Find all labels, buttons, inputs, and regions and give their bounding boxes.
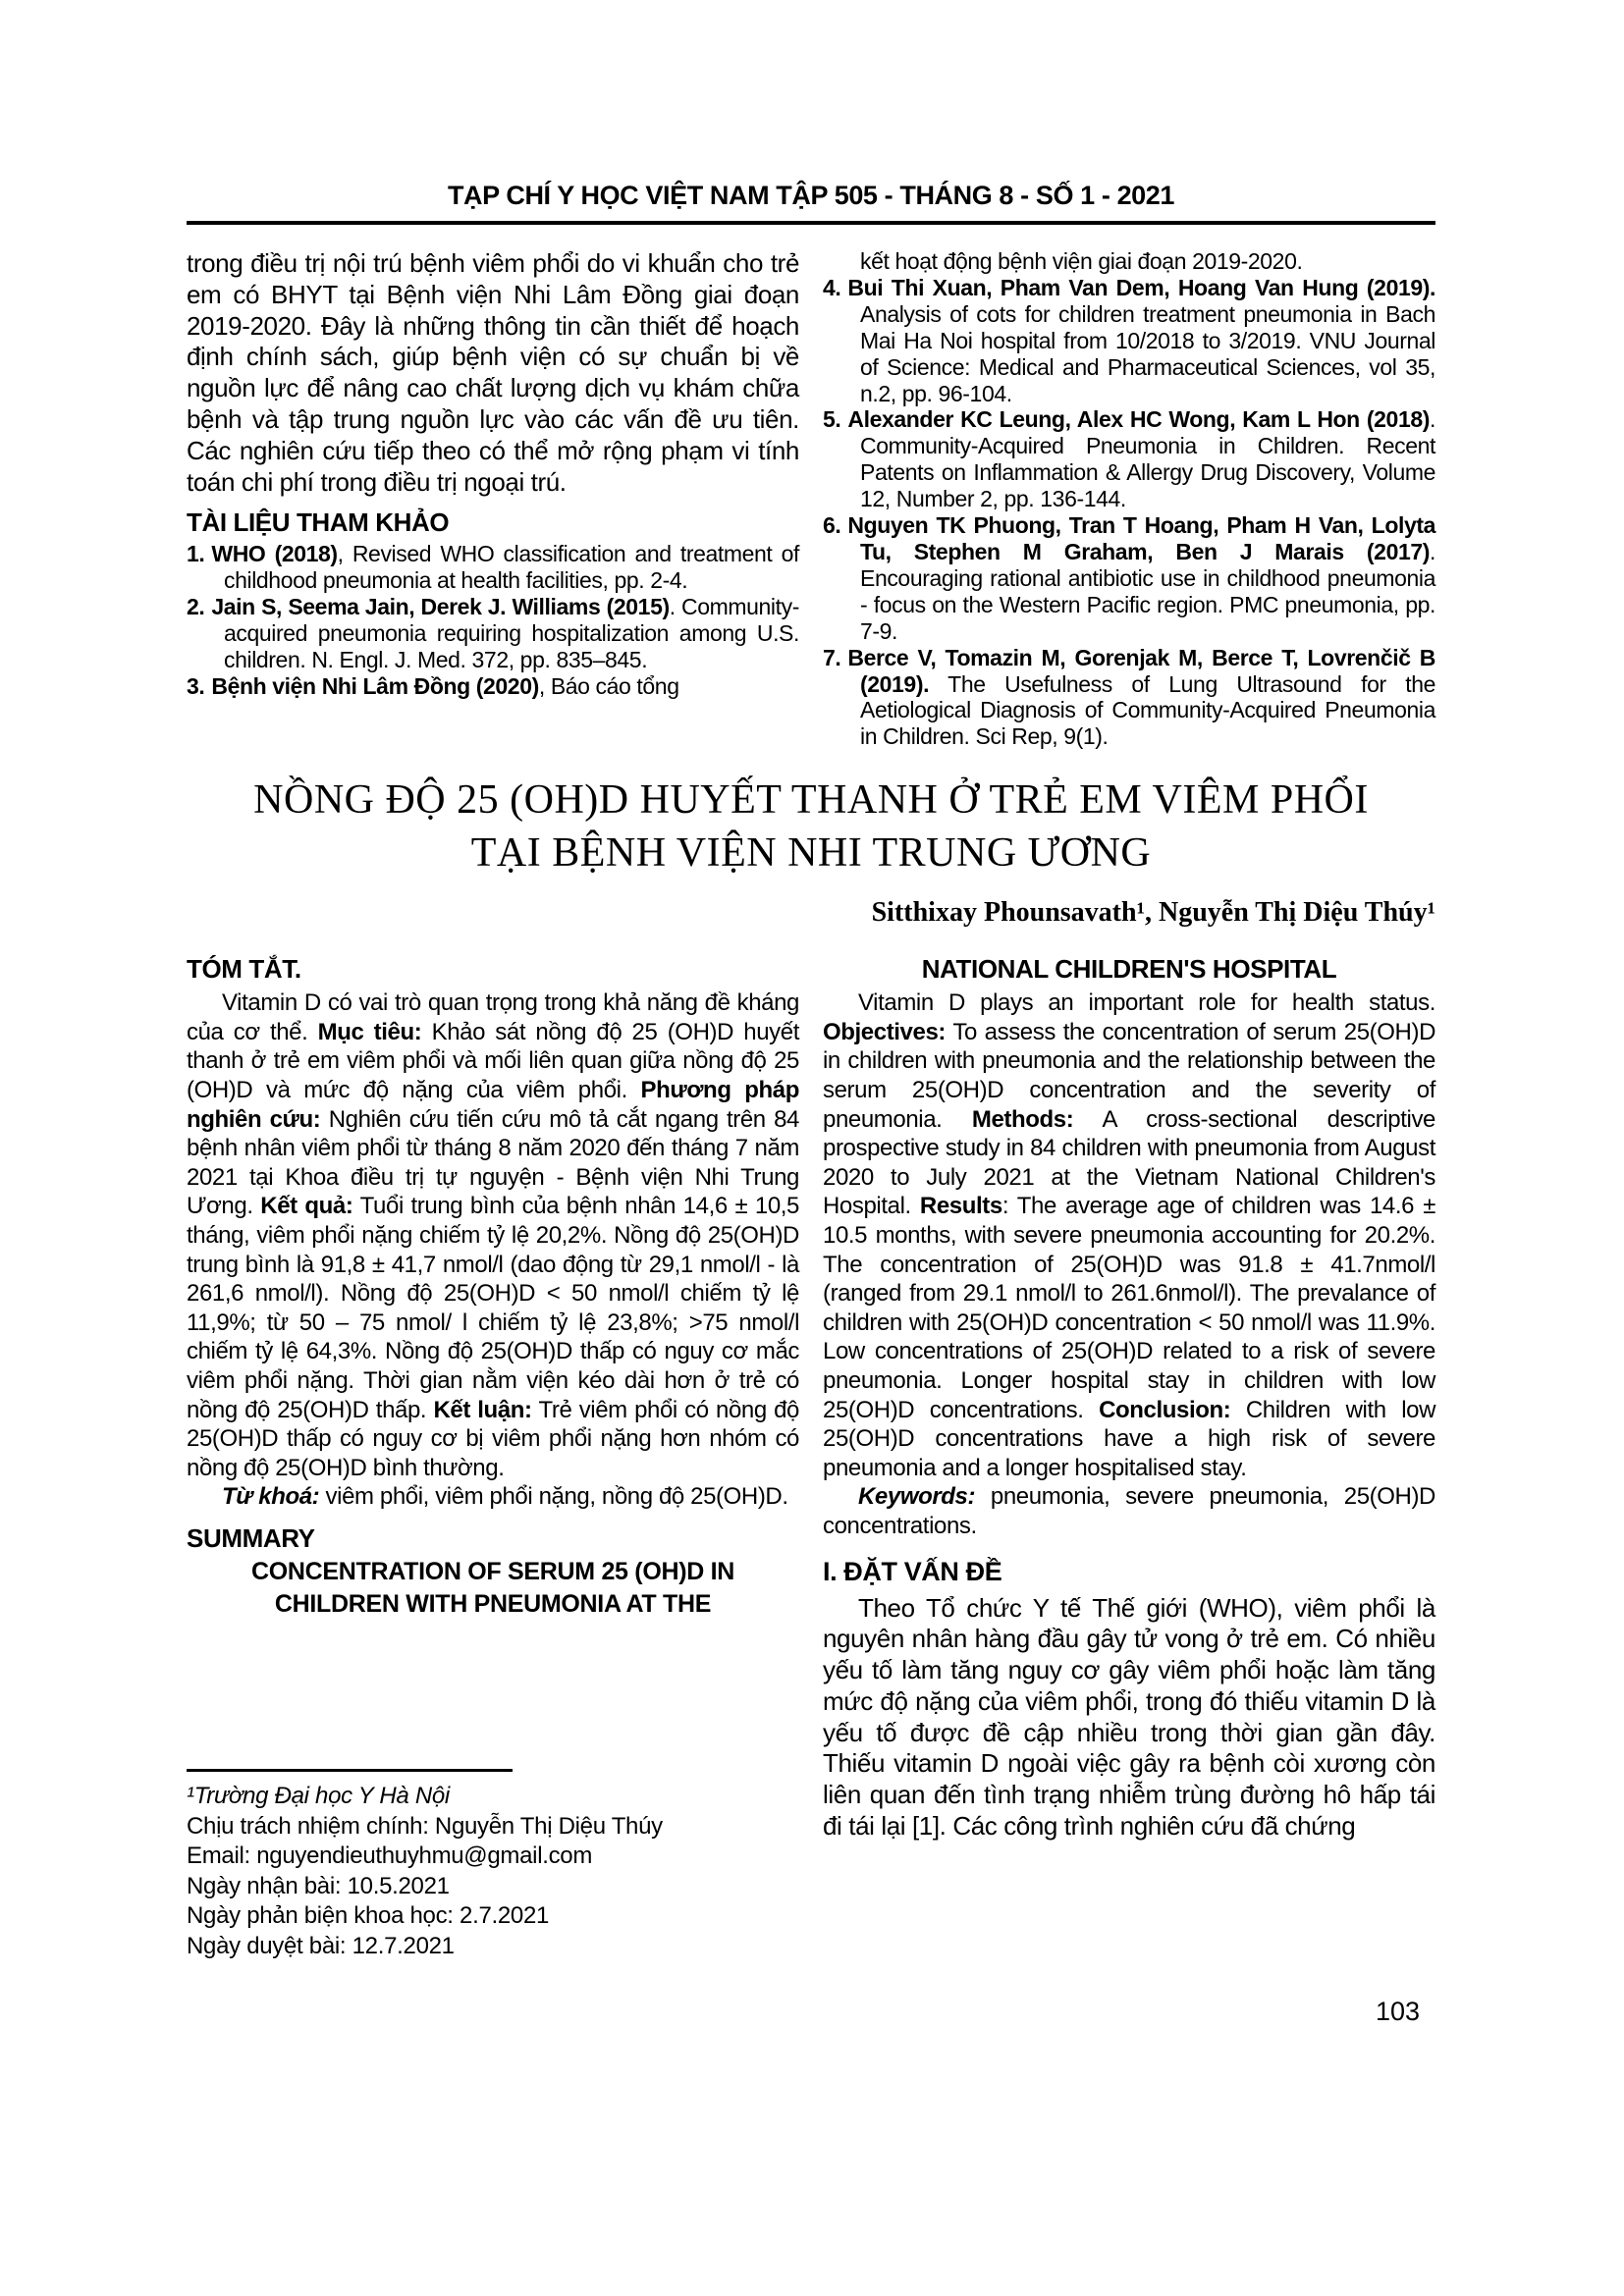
- reference-number: 4.: [823, 274, 841, 300]
- reference-text: WHO (2018), Revised WHO classification and treatment of childhood pneumonia at health facilities, pp. 2-4.: [211, 541, 799, 594]
- reference-text: Jain S, Seema Jain, Derek J. Williams (2015). Community-acquired pneumonia requiring hospitalization among U.S. children. N. Engl. J. Med. 372, pp. 835–845.: [211, 594, 799, 672]
- article-title-line-1: NỒNG ĐỘ 25 (OH)D HUYẾT THANH Ở TRẺ EM VIÊM PHỔI: [253, 777, 1369, 824]
- reference-item-7: [823, 645, 1435, 751]
- references-heading: TÀI LIỆU THAM KHẢO: [187, 507, 450, 538]
- page-number: 103: [1375, 1997, 1420, 2026]
- article-authors: Sitthixay Phounsavath¹, Nguyễn Thị Diệu Thúy¹: [871, 897, 1435, 929]
- closing-paragraph: trong điều trị nội trú bệnh viêm phổi do vi khuẩn cho trẻ em có BHYT tại Bệnh viện Nhi Lâm Đồng giai đoạn 2019-2020. Đây là những thông tin cần thiết để hoạch định chính sách, giúp bệnh viện có sự chuẩn bị về nguồn lực để nâng cao chất lượng dịch vụ khám chữa bệnh và tập trung nguồn lực vào các vấn đề ưu tiên. Các nghiên cứu tiếp theo có thể mở rộng phạm vi tính toán chi phí trong điều trị ngoại trú.: [187, 248, 799, 497]
- footnote-accepted-date: Ngày duyệt bài: 12.7.2021: [187, 1932, 455, 1959]
- abstract-section: [187, 954, 1435, 1842]
- english-title-part-1: CONCENTRATION OF SERUM 25 (OH)D IN CHILDREN WITH PNEUMONIA AT THE: [250, 1557, 735, 1618]
- abstract-heading: TÓM TẮT.: [187, 954, 301, 985]
- english-keywords: Keywords: pneumonia, severe pneumonia, 25(OH)D concentrations.: [823, 1483, 1435, 1539]
- footnote-corresponding-author: Chịu trách nhiệm chính: Nguyễn Thị Diệu Thúy: [187, 1812, 663, 1840]
- reference-item-1: [187, 541, 799, 594]
- reference-item-4: [823, 275, 1435, 407]
- footnote-received-date: Ngày nhận bài: 10.5.2021: [187, 1872, 450, 1899]
- reference-item-5: [823, 406, 1435, 512]
- abstract-text: Vitamin D có vai trò quan trọng trong khả năng đề kháng của cơ thể. Mục tiêu: Khảo sát nồng độ 25 (OH)D huyết thanh ở trẻ em viêm phổi và mối liên quan giữa nồng độ 25 (OH)D và mức độ nặng của viêm phổi. Phương pháp nghiên cứu: Nghiên cứu tiến cứu mô tả cắt ngang trên 84 bệnh nhân viêm phổi từ tháng 8 năm 2020 đến tháng 7 năm 2021 tại Khoa điều trị tự nguyện - Bệnh viện Nhi Trung Ương. Kết quả: Tuổi trung bình của bệnh nhân 14,6 ± 10,5 tháng, viêm phổi nặng chiếm tỷ lệ 20,2%. Nồng độ 25(OH)D trung bình là 91,8 ± 41,7 nmol/l (dao động từ 29,1 nmol/l - là 261,6 nmol/l). Nồng độ 25(OH)D < 50 nmol/l chiếm tỷ lệ 11,9%; từ 50 – 75 nmol/ l chiếm tỷ lệ 23,8%; >75 nmol/l chiếm tỷ lệ 64,3%. Nồng độ 25(OH)D thấp có nguy cơ mắc viêm phổi nặng. Thời gian nằm viện kéo dài hơn ở trẻ có nồng độ 25(OH)D thấp. Kết luận: Trẻ viêm phổi có nồng độ 25(OH)D thấp có nguy cơ bị viêm phổi nặng hơn nhóm có nồng độ 25(OH)D bình thường.: [187, 989, 799, 1481]
- reference-3-continuation: kết hoạt động bệnh viện giai đoạn 2019-2020.: [860, 248, 1303, 274]
- footnote-review-date: Ngày phản biện khoa học: 2.7.2021: [187, 1902, 550, 1929]
- reference-number: 1.: [187, 541, 205, 567]
- introduction-heading: I. ĐẶT VẤN ĐỀ: [823, 1556, 1002, 1586]
- reference-number: 7.: [823, 644, 841, 670]
- reference-text: Bui Thi Xuan, Pham Van Dem, Hoang Van Hung (2019). Analysis of cots for children treatment pneumonia in Bach Mai Ha Noi hospital from 10/2018 to 3/2019. VNU Journal of Science: Medical and Pharmaceutical Sciences, vol 35, n.2, pp. 96-104.: [847, 274, 1435, 406]
- reference-number: 5.: [823, 406, 841, 433]
- reference-text: Alexander KC Leung, Alex HC Wong, Kam L Hon (2018). Community-Acquired Pneumonia in Children. Recent Patents on Inflammation & Allergy Drug Discovery, Volume 12, Number 2, pp. 136-144.: [847, 406, 1435, 512]
- left-column-references: [187, 248, 799, 750]
- english-abstract-text: Vitamin D plays an important role for health status. Objectives: To assess the concentration of serum 25(OH)D in children with pneumonia and the relationship between the serum 25(OH)D concentration and the severity of pneumonia. Methods: A cross-sectional descriptive prospective study in 84 children with pneumonia from August 2020 to July 2021 at the Vietnam National Children's Hospital. Results: The average age of children was 14.6 ± 10.5 months, with severe pneumonia accounting for 20.2%. The concentration of 25(OH)D was 91.8 ± 41.7nmol/l (ranged from 29.1 nmol/l to 261.6nmol/l). The prevalance of children with 25(OH)D concentration < 50 nmol/l was 11.9%. Low concentrations of 25(OH)D related to a risk of severe pneumonia. Longer hospital stay in children with low 25(OH)D concentrations. Conclusion: Children with low 25(OH)D concentrations have a high risk of severe pneumonia and a longer hospitalised stay.: [823, 989, 1436, 1481]
- journal-header: TẠP CHÍ Y HỌC VIỆT NAM TẬP 505 - THÁNG 8 - SỐ 1 - 2021: [187, 181, 1435, 225]
- reference-item-6: [823, 512, 1435, 645]
- article-title: [187, 774, 1435, 880]
- page-content: [187, 181, 1435, 1842]
- left-column-abstract: [187, 954, 799, 1842]
- footnote-affiliation: ¹Trường Đại học Y Hà Nội: [187, 1783, 450, 1809]
- reference-number: 6.: [823, 512, 841, 539]
- article-title-line-2: TẠI BỆNH VIỆN NHI TRUNG ƯƠNG: [470, 830, 1152, 877]
- reference-text: Berce V, Tomazin M, Gorenjak M, Berce T, Lovrenčič B (2019). The Usefulness of Lung Ultrasound for the Aetiological Diagnosis of Community-Acquired Pneumonia in Children. Sci Rep, 9(1).: [847, 644, 1435, 750]
- reference-item-2: [187, 594, 799, 673]
- right-column-references: [823, 248, 1435, 750]
- reference-number: 3.: [187, 672, 205, 699]
- footnote-email: Email: nguyendieuthuyhmu@gmail.com: [187, 1842, 593, 1869]
- footnote-block: [187, 1769, 803, 1961]
- reference-text: Nguyen TK Phuong, Tran T Hoang, Pham H Van, Lolyta Tu, Stephen M Graham, Ben J Marais (2017). Encouraging rational antibiotic use in childhood pneumonia - focus on the Western Pacific region. PMC pneumonia, pp. 7-9.: [847, 512, 1435, 644]
- reference-text: Bệnh viện Nhi Lâm Đồng (2020), Báo cáo tổng: [211, 672, 679, 699]
- english-title-part-2: NATIONAL CHILDREN'S HOSPITAL: [921, 954, 1337, 985]
- footnote-rule: [187, 1769, 513, 1772]
- references-section: [187, 248, 1435, 750]
- introduction-paragraph: Theo Tổ chức Y tế Thế giới (WHO), viêm phổi là nguyên nhân hàng đầu gây tử vong ở trẻ em. Có nhiều yếu tố làm tăng nguy cơ gây viêm phổi hoặc làm tăng mức độ nặng của viêm phổi, trong đó thiếu vitamin D là yếu tố được đề cập nhiều trong thời gian gần đây. Thiếu vitamin D ngoài việc gây ra bệnh còi xương còn liên quan đến tình trạng nhiễm trùng đường hô hấp tái đi tái lại [1]. Các công trình nghiên cứu đã chứng: [823, 1592, 1435, 1842]
- abstract-keywords: Từ khoá: viêm phổi, viêm phổi nặng, nồng độ 25(OH)D.: [222, 1483, 788, 1511]
- summary-heading: SUMMARY: [187, 1522, 315, 1553]
- reference-item-3: [187, 673, 799, 700]
- reference-number: 2.: [187, 594, 205, 620]
- right-column-abstract: [823, 954, 1435, 1842]
